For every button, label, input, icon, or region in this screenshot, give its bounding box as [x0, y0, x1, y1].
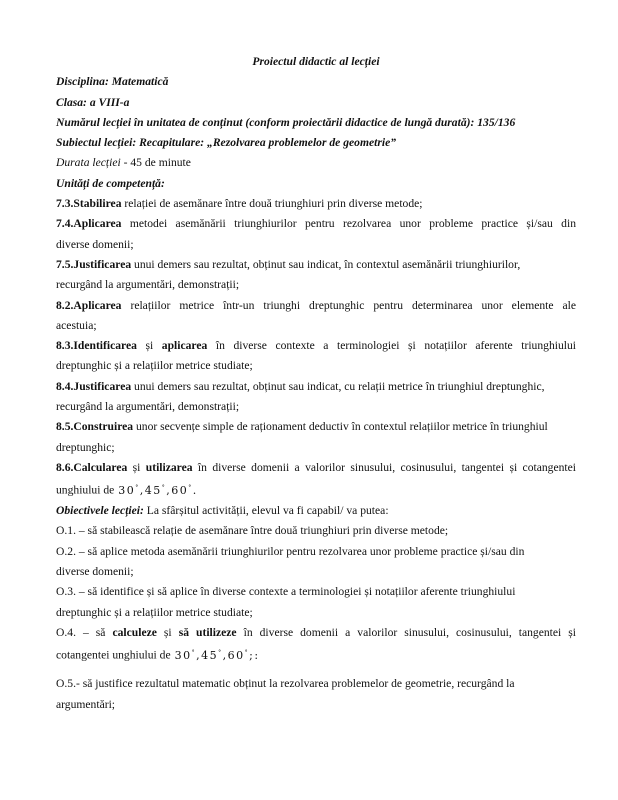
document-title: Proiectul didactic al lecției — [252, 55, 380, 68]
competence-8-4: 8.4.Justificarea unui demers sau rezultat, obținut sau indicat, cu relații metrice în triunghiul dreptunghic, — [56, 379, 545, 393]
duration-line — [56, 153, 576, 173]
competence-8-3: 8.3.Identificarea și aplicarea în diverse contexte a terminologiei și notațiilor aferente triunghiului — [56, 339, 577, 353]
objective-o3-cont: dreptunghic și a relațiilor metrice studiate; — [56, 605, 253, 619]
competence-heading: Unități de competență: — [56, 176, 165, 190]
competence-7-5-cont: recurgând la argumentări, demonstrații; — [56, 278, 240, 292]
competence-7-4: 7.4.Aplicarea metodei asemănării triunghiurilor pentru rezolvarea unor probleme practice și/sau din — [56, 217, 576, 231]
lesson-plan-page — [56, 52, 576, 715]
objective-o2: O.2. – să aplice metoda asemănării triunghiurilor pentru rezolvarea unor probleme practice și/sau din — [56, 544, 525, 558]
competence-8-2-cont: acestuia; — [56, 318, 97, 332]
objective-o5-cont: argumentări; — [56, 697, 116, 711]
competence-8-5-cont: dreptunghic; — [56, 440, 115, 454]
angle-values-o4: 30°,45°,60°;: — [174, 648, 260, 662]
duration-value: - 45 de minute — [120, 156, 191, 170]
angle-values: 30°,45°,60°. — [118, 483, 198, 497]
competence-7-5: 7.5.Justificarea unui demers sau rezultat, obținut sau indicat, în contextul asemănării triunghiurilor, — [56, 257, 521, 271]
competence-7-4-cont: diverse domenii; — [56, 237, 134, 251]
duration-label: Durata lecției — [56, 156, 121, 170]
objective-o4-cont: cotangentei unghiului de 30°,45°,60°;: — [56, 648, 260, 662]
subject-line: Subiectul lecției: Recapitulare: „Rezolvarea problemelor de geometrie” — [56, 136, 397, 150]
objectives-heading: Obiectivele lecției: La sfârșitul activității, elevul va fi capabil/ va putea: — [56, 504, 389, 518]
class-line: Clasa: a VIII-a — [56, 95, 130, 109]
competence-8-6-cont: unghiului de 30°,45°,60°. — [56, 483, 198, 497]
competence-8-6: 8.6.Calcularea și utilizarea în diverse domenii a valorilor sinusului, cosinusului, tangentei și cotangentei — [56, 460, 576, 474]
objective-o2-cont: diverse domenii; — [56, 565, 134, 579]
competence-7-3: 7.3.Stabilirea relației de asemănare între două triunghiuri prin diverse metode; — [56, 197, 423, 211]
objective-o1: O.1. – să stabilească relație de asemănare între două triunghiuri prin diverse metode; — [56, 524, 449, 538]
objective-o4: O.4. – să calculeze și să utilizeze în diverse domenii a valorilor sinusului, cosinusului, tangentei și — [56, 625, 577, 639]
competence-8-4-cont: recurgând la argumentări, demonstrații; — [56, 400, 240, 414]
objective-o5: O.5.- să justifice rezultatul matematic obținut la rezolvarea problemelor de geometrie, recurgând la — [56, 677, 515, 691]
lesson-number-line: Numărul lecției în unitatea de conținut (conform proiectării didactice de lungă durată): 135/136 — [56, 115, 516, 129]
competence-8-2: 8.2.Aplicarea relațiilor metrice într-un triunghi dreptunghic pentru determinarea unor elemente ale — [56, 298, 576, 312]
competence-8-5: 8.5.Construirea unor secvențe simple de raționament deductiv în contextul relațiilor metrice în triunghiul — [56, 420, 548, 434]
discipline-line: Disciplina: Matematică — [56, 75, 169, 89]
competence-8-3-cont: dreptunghic și a relațiilor metrice studiate; — [56, 359, 253, 373]
objective-o3: O.3. – să identifice și să aplice în diverse contexte a terminologiei și notațiilor aferente triunghiului — [56, 585, 516, 599]
